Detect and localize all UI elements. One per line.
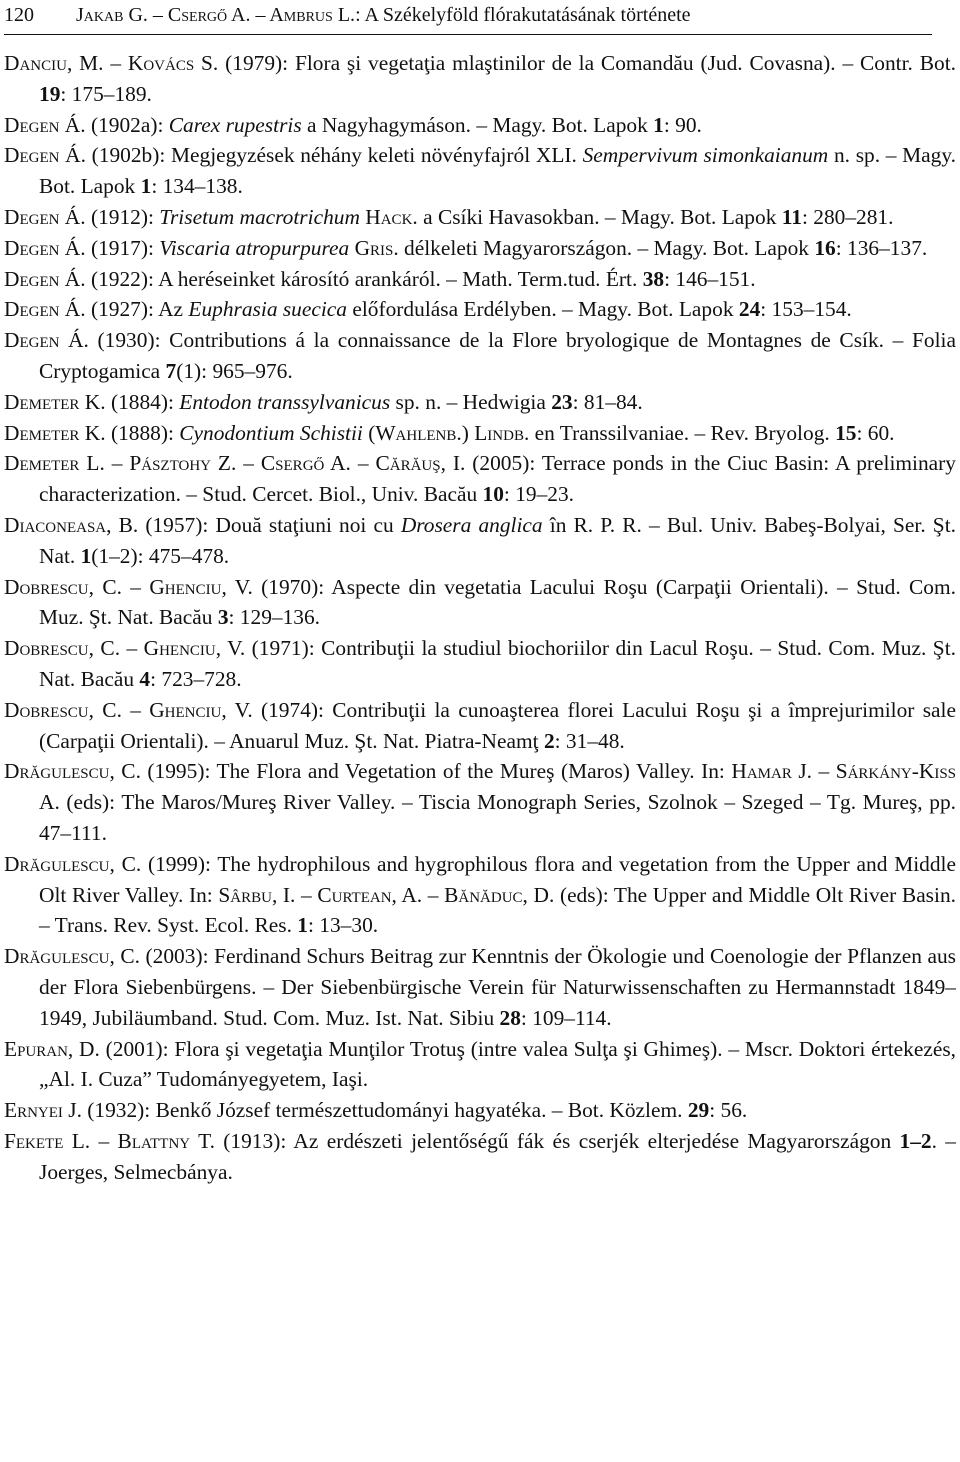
reference-entry: Degen Á. (1930): Contributions á la connaissance de la Flore bryologique de Montagnes de Csík. – Folia Cryptogamica 7(1): 965–976. [4,328,956,383]
running-header [4,2,920,28]
header-rule [4,34,932,35]
reference-entry: Demeter K. (1884): Entodon transsylvanicus sp. n. – Hedwigia 23: 81–84. [4,389,643,414]
reference-list [4,48,956,1187]
reference-entry: Degen Á. (1902b): Megjegyzések néhány keleti növényfajról XLI. Sempervivum simonkaianum n. sp. – Magy. Bot. Lapok 1: 134–138. [4,143,957,199]
reference-entry: Drăgulescu, C. (1995): The Flora and Vegetation of the Mureş (Maros) Valley. In: Hamar J. – Sárkány-Kiss A. (eds): The Maros/Mureş River Valley. – Tiscia Monograph Series, Szolnok – Szeged – Tg. Mureş, pp. 47–111. [4,759,957,845]
reference-entry: Degen Á. (1922): A heréseinket károsító arankáról. – Math. Term.tud. Ért. 38: 146–151. [4,266,756,291]
reference-entry: Degen Á. (1902a): Carex rupestris a Nagyhagymáson. – Magy. Bot. Lapok 1: 90. [4,112,702,137]
reference-entry: Danciu, M. – Kovács S. (1979): Flora şi vegetaţia mlaştinilor de la Comandău (Jud. Covasna). – Contr. Bot. 19: 175–189. [4,51,956,106]
reference-entry: Degen Á. (1912): Trisetum macrotrichum Hack. a Csíki Havasokban. – Magy. Bot. Lapok 11: 280–281. [4,204,894,229]
reference-entry: Drăgulescu, C. (1999): The hydrophilous and hygrophilous flora and vegetation from the Upper and Middle Olt River Valley. In: Sârbu, I. – Curtean, A. – Bănăduc, D. (eds): The Upper and Middle Olt River Basin. – Trans. Rev. Syst. Ecol. Res. 1: 13–30. [4,851,956,938]
reference-entry: Degen Á. (1917): Viscaria atropurpurea Gris. délkeleti Magyarországon. – Magy. Bot. Lapok 16: 136–137. [4,235,928,260]
reference-entry: Ernyei J. (1932): Benkő József természettudományi hagyatéka. – Bot. Közlem. 29: 56. [4,1098,748,1123]
page-number: 120 [4,4,34,26]
reference-entry: Demeter L. – Pásztohy Z. – Csergő A. – Cărăuş, I. (2005): Terrace ponds in the Ciuc Basin: A preliminary characterization. – Stud. Cercet. Biol., Univ. Bacău 10: 19–23. [4,451,956,507]
reference-entry: Demeter K. (1888): Cynodontium Schistii (Wahlenb.) Lindb. en Transsilvaniae. – Rev. Bryolog. 15: 60. [4,420,895,445]
reference-entry: Dobrescu, C. – Ghenciu, V. (1970): Aspecte din vegetatia Lacului Roşu (Carpaţii Orientali). – Stud. Com. Muz. Şt. Nat. Bacău 3: 129–136. [4,574,956,630]
reference-entry: Fekete L. – Blattny T. (1913): Az erdészeti jelentőségű fák és cserjék elterjedése Magyarországon 1–2. – Joerges, Selmecbánya. [4,1128,957,1184]
reference-entry: Degen Á. (1927): Az Euphrasia suecica előfordulása Erdélyben. – Magy. Bot. Lapok 24: 153–154. [4,297,852,322]
running-title: Jakab G. – Csergő A. – Ambrus L.: A Székelyföld flórakutatásának története [76,4,691,26]
reference-entry: Epuran, D. (2001): Flora şi vegetaţia Munţilor Trotuş (intre valea Sulţa şi Ghimeş). – Mscr. Doktori értekezés, „Al. I. Cuza” Tudományegyetem, Iaşi. [4,1036,956,1092]
reference-entry: Drăgulescu, C. (2003): Ferdinand Schurs Beitrag zur Kenntnis der Ökologie und Coenologie der Pflanzen aus der Flora Siebenbürgens. – Der Siebenbürgische Verein für Naturwissenschaften zu Hermannstadt 1849–1949, Jubiläumband. Stud. Com. Muz. Ist. Nat. Sibiu 28: 109–114. [4,944,956,1030]
reference-entry: Diaconeasa, B. (1957): Două staţiuni noi cu Drosera anglica în R. P. R. – Bul. Univ. Babeş-Bolyai, Ser. Şt. Nat. 1(1–2): 475–478. [4,512,956,568]
reference-entry: Dobrescu, C. – Ghenciu, V. (1974): Contribuţii la cunoaşterea florei Lacului Roşu şi a împrejurimilor sale (Carpaţii Orientali). – Anuarul Muz. Şt. Nat. Piatra-Neamţ 2: 31–48. [4,697,956,753]
reference-entry: Dobrescu, C. – Ghenciu, V. (1971): Contribuţii la studiul biochoriilor din Lacul Roşu. – Stud. Com. Muz. Şt. Nat. Bacău 4: 723–728. [4,636,956,691]
